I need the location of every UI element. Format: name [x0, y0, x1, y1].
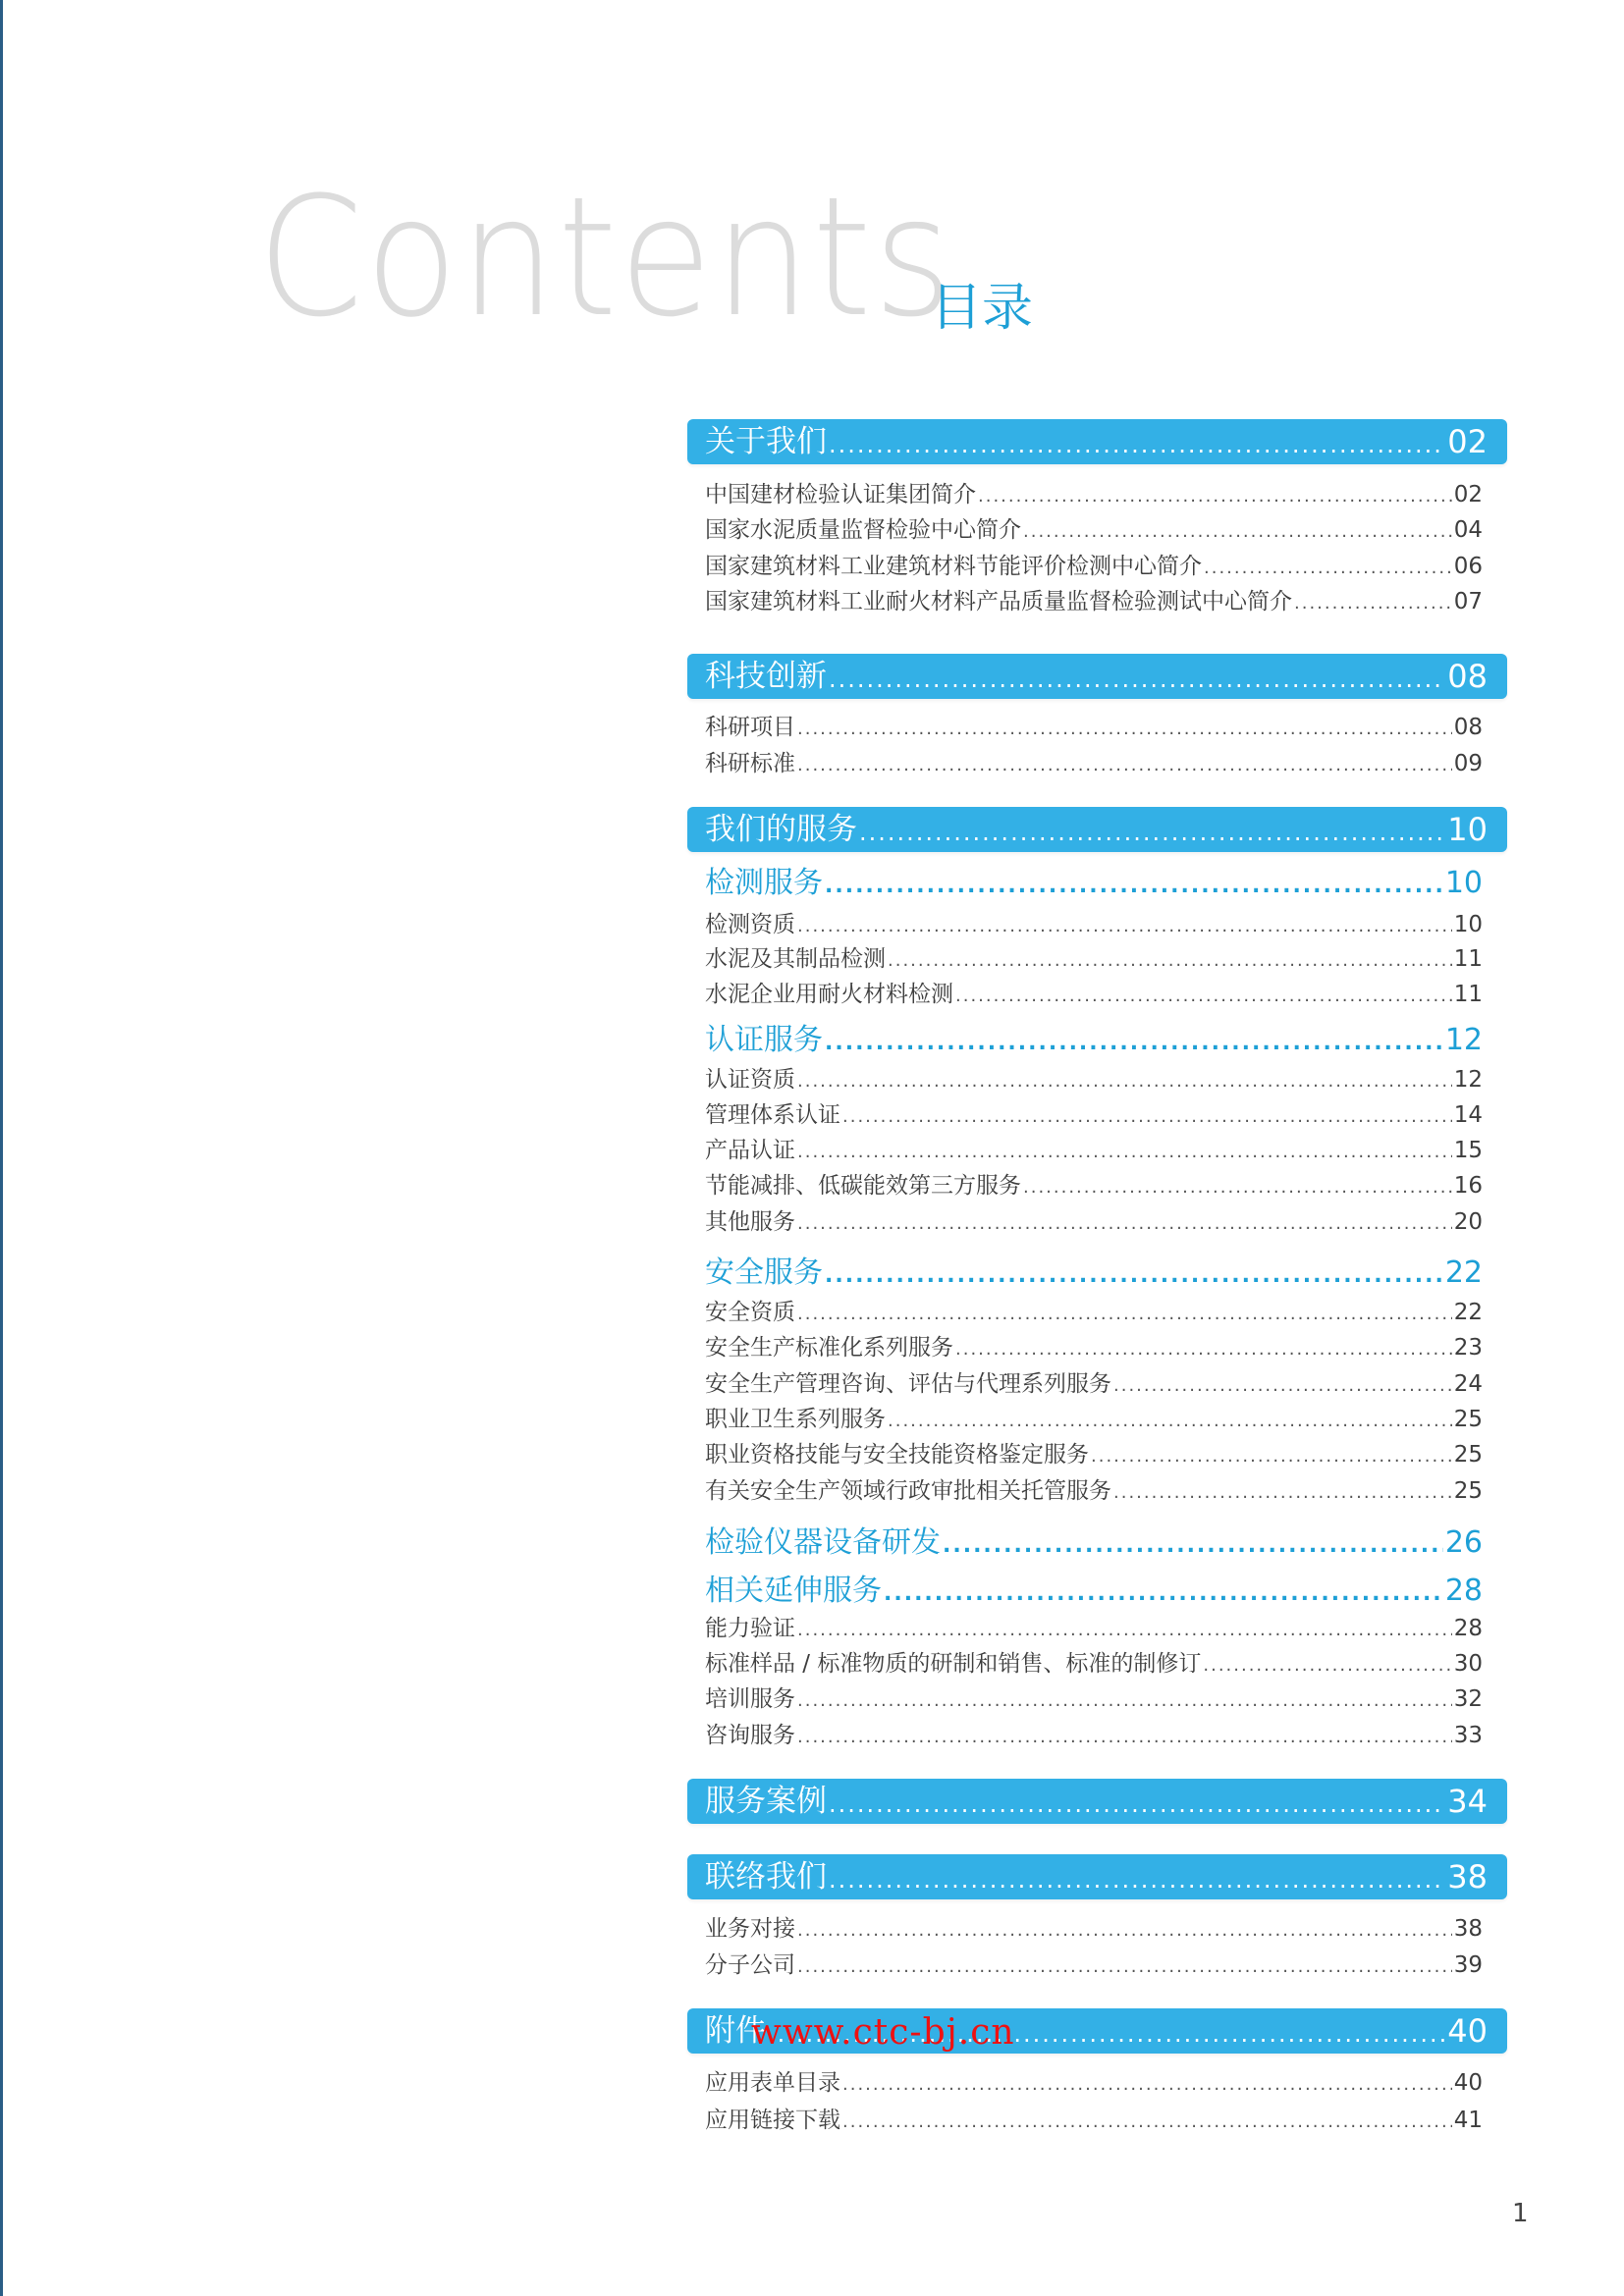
item-page: 23	[1453, 1335, 1483, 1361]
leader-dots	[955, 1337, 1452, 1362]
item-label: 业务对接	[705, 1916, 795, 1942]
leader-dots	[797, 1918, 1452, 1944]
toc-item[interactable]	[687, 1369, 1507, 1399]
item-label: 检测资质	[705, 912, 795, 937]
toc-item[interactable]	[687, 480, 1507, 509]
subsection-label: 相关延伸服务	[705, 1574, 882, 1608]
toc-item[interactable]	[687, 2106, 1507, 2135]
item-label: 产品认证	[705, 1138, 795, 1163]
item-page: 25	[1453, 1407, 1483, 1432]
item-label: 水泥企业用耐火材料检测	[705, 982, 953, 1007]
section-label: 我们的服务	[705, 812, 857, 847]
item-label: 安全生产管理咨询、评估与代理系列服务	[705, 1371, 1111, 1397]
leader-dots	[797, 1211, 1452, 1237]
leader-dots	[859, 813, 1445, 852]
leader-dots	[829, 1860, 1445, 1899]
item-page: 32	[1453, 1686, 1483, 1712]
toc-item[interactable]	[687, 910, 1507, 939]
toc-item[interactable]	[687, 1614, 1507, 1643]
leader-dots	[842, 2072, 1452, 2098]
item-label: 认证资质	[705, 1067, 795, 1093]
toc-item[interactable]	[687, 1298, 1507, 1327]
toc-section-contact-us[interactable]	[687, 1854, 1507, 1899]
toc-item[interactable]	[687, 1914, 1507, 1944]
section-page: 08	[1447, 658, 1488, 695]
leader-dots	[797, 1954, 1452, 1980]
item-label: 管理体系认证	[705, 1102, 840, 1128]
section-label: 附件	[705, 2013, 766, 2049]
item-label: 国家建筑材料工业耐火材料产品质量监督检验测试中心简介	[705, 589, 1292, 614]
leader-dots	[842, 1104, 1452, 1130]
subsection-page: 12	[1444, 1023, 1483, 1057]
toc-item[interactable]	[687, 515, 1507, 545]
item-label: 应用表单目录	[705, 2070, 840, 2096]
leader-dots	[1113, 1480, 1452, 1506]
subsection-label: 认证服务	[705, 1023, 823, 1057]
item-page: 14	[1453, 1102, 1483, 1128]
leader-dots	[825, 1261, 1443, 1291]
toc-item[interactable]	[687, 749, 1507, 778]
toc-item[interactable]	[687, 944, 1507, 974]
item-label: 有关安全生产领域行政审批相关托管服务	[705, 1478, 1111, 1504]
toc-item[interactable]	[687, 1684, 1507, 1714]
item-page: 06	[1453, 554, 1483, 579]
toc-section-our-services[interactable]	[687, 807, 1507, 852]
toc-item[interactable]	[687, 1100, 1507, 1130]
toc-section-about-us[interactable]	[687, 419, 1507, 464]
item-page: 16	[1453, 1173, 1483, 1199]
subsection-label: 检测服务	[705, 866, 823, 900]
item-label: 安全生产标准化系列服务	[705, 1335, 953, 1361]
item-page: 41	[1453, 2108, 1483, 2133]
section-page: 40	[1447, 2012, 1488, 2050]
leader-dots	[829, 660, 1445, 699]
item-label: 咨询服务	[705, 1723, 795, 1748]
item-page: 39	[1453, 1952, 1483, 1978]
section-page: 38	[1447, 1858, 1488, 1896]
section-label: 服务案例	[705, 1784, 827, 1819]
toc-subsection-safety[interactable]	[687, 1255, 1507, 1291]
toc-item[interactable]	[687, 713, 1507, 742]
item-page: 24	[1453, 1371, 1483, 1397]
leader-dots	[888, 948, 1452, 974]
leader-dots	[797, 1618, 1452, 1643]
subsection-page: 28	[1444, 1574, 1483, 1608]
item-label: 节能减排、低碳能效第三方服务	[705, 1173, 1021, 1199]
toc-item[interactable]	[687, 1171, 1507, 1201]
leader-dots	[884, 1579, 1443, 1609]
item-page: 33	[1453, 1723, 1483, 1748]
toc-subsection-extended-services[interactable]	[687, 1574, 1507, 1609]
section-page: 10	[1447, 811, 1488, 848]
item-label: 科研标准	[705, 751, 795, 776]
leader-dots	[797, 1688, 1452, 1714]
item-page: 09	[1453, 751, 1483, 776]
toc-item[interactable]	[687, 2068, 1507, 2098]
leader-dots	[842, 2109, 1452, 2135]
item-page: 30	[1453, 1651, 1483, 1677]
item-page: 04	[1453, 517, 1483, 543]
leader-dots	[943, 1531, 1443, 1561]
item-page: 22	[1453, 1300, 1483, 1325]
leader-dots	[1023, 519, 1452, 545]
toc-subsection-testing[interactable]	[687, 866, 1507, 901]
leader-dots	[797, 753, 1452, 778]
toc-item[interactable]	[687, 1440, 1507, 1469]
item-page: 25	[1453, 1478, 1483, 1504]
toc-item[interactable]	[687, 1476, 1507, 1506]
item-page: 07	[1453, 589, 1483, 614]
leader-dots	[1204, 556, 1452, 581]
section-label: 科技创新	[705, 659, 827, 694]
item-label: 安全资质	[705, 1300, 795, 1325]
item-page: 25	[1453, 1442, 1483, 1468]
leader-dots	[825, 872, 1443, 901]
toc-item[interactable]	[687, 1950, 1507, 1980]
toc-item[interactable]	[687, 1333, 1507, 1362]
subsection-page: 26	[1444, 1525, 1483, 1560]
leader-dots	[797, 914, 1452, 939]
item-page: 28	[1453, 1616, 1483, 1641]
toc-item[interactable]	[687, 1649, 1507, 1679]
subsection-label: 检验仪器设备研发	[705, 1525, 941, 1560]
item-label: 分子公司	[705, 1952, 795, 1978]
leader-dots	[797, 1140, 1452, 1165]
item-label: 水泥及其制品检测	[705, 946, 886, 972]
item-label: 培训服务	[705, 1686, 795, 1712]
leader-dots	[955, 984, 1452, 1009]
item-page: 10	[1453, 912, 1483, 937]
item-page: 40	[1453, 2070, 1483, 2096]
toc-item[interactable]	[687, 980, 1507, 1009]
leader-dots	[797, 1069, 1452, 1095]
toc-item[interactable]	[687, 1207, 1507, 1237]
section-label: 关于我们	[705, 424, 827, 459]
watermark-url: www.ctc-bj.cn	[751, 2012, 1015, 2053]
leader-dots	[797, 1302, 1452, 1327]
toc-item[interactable]	[687, 1065, 1507, 1095]
toc-item[interactable]	[687, 1136, 1507, 1165]
page-edge-line	[0, 0, 3, 2296]
item-label: 能力验证	[705, 1616, 795, 1641]
leader-dots	[1091, 1444, 1452, 1469]
subsection-page: 10	[1444, 866, 1483, 900]
item-label: 其他服务	[705, 1209, 795, 1235]
item-label: 应用链接下载	[705, 2108, 840, 2133]
item-page: 11	[1453, 982, 1483, 1007]
item-page: 08	[1453, 715, 1483, 740]
item-label: 中国建材检验认证集团简介	[705, 482, 976, 507]
toc-section-service-cases[interactable]	[687, 1779, 1507, 1824]
leader-dots	[829, 425, 1445, 464]
toc-item[interactable]	[687, 1405, 1507, 1434]
item-label: 职业卫生系列服务	[705, 1407, 886, 1432]
subsection-label: 安全服务	[705, 1255, 823, 1290]
leader-dots	[1294, 591, 1452, 616]
toc-subsection-instrument-rd[interactable]	[687, 1525, 1507, 1561]
toc-item[interactable]	[687, 552, 1507, 581]
item-page: 15	[1453, 1138, 1483, 1163]
leader-dots	[797, 1725, 1452, 1750]
leader-dots	[797, 717, 1452, 742]
leader-dots	[888, 1409, 1452, 1434]
leader-dots	[829, 1785, 1445, 1824]
leader-dots	[1203, 1653, 1451, 1679]
item-label: 科研项目	[705, 715, 795, 740]
toc-section-tech-innovation[interactable]	[687, 654, 1507, 699]
item-page: 12	[1453, 1067, 1483, 1093]
section-label: 联络我们	[705, 1859, 827, 1895]
item-page: 20	[1453, 1209, 1483, 1235]
leader-dots	[1113, 1373, 1452, 1399]
item-page: 02	[1453, 482, 1483, 507]
section-page: 34	[1447, 1783, 1488, 1820]
item-label: 国家建筑材料工业建筑材料节能评价检测中心简介	[705, 554, 1202, 579]
item-label: 职业资格技能与安全技能资格鉴定服务	[705, 1442, 1089, 1468]
item-page: 11	[1453, 946, 1483, 972]
contents-title-english: Contents	[257, 161, 954, 353]
contents-title-chinese: 目录	[931, 279, 1034, 338]
item-label: 国家水泥质量监督检验中心简介	[705, 517, 1021, 543]
section-page: 02	[1447, 423, 1488, 460]
page-number: 1	[1512, 2199, 1529, 2228]
subsection-page: 22	[1444, 1255, 1483, 1290]
toc-subsection-certification[interactable]	[687, 1023, 1507, 1058]
toc-item[interactable]	[687, 587, 1507, 616]
leader-dots	[825, 1029, 1443, 1058]
item-page: 38	[1453, 1916, 1483, 1942]
item-label: 标准样品 / 标准物质的研制和销售、标准的制修订	[705, 1651, 1202, 1677]
leader-dots	[1023, 1175, 1452, 1201]
toc-item[interactable]	[687, 1721, 1507, 1750]
leader-dots	[978, 484, 1452, 509]
